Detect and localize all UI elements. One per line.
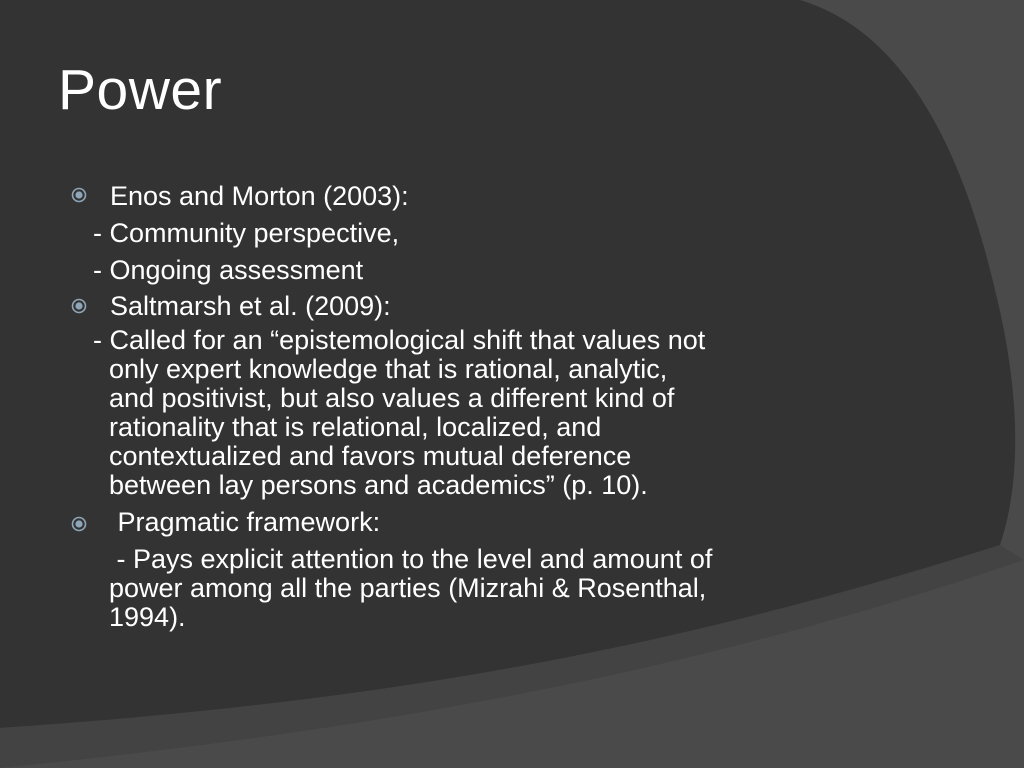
bullet-heading-enos-morton: Enos and Morton (2003): [110, 181, 409, 211]
target-bullet-icon [71, 187, 87, 203]
quote-line: and positivist, but also values a different kind of [109, 383, 675, 413]
bullet-heading-pragmatic-framework: Pragmatic framework: [110, 507, 381, 537]
target-bullet-icon [71, 516, 87, 532]
sub-item-community-perspective: - Community perspective, [93, 218, 400, 248]
quote-line: only expert knowledge that is rational, analytic, [109, 354, 668, 384]
saltmarsh-quote [93, 326, 705, 500]
quote-line: - Called for an “epistemological shift that values not [93, 325, 706, 355]
sub-item-ongoing-assessment: - Ongoing assessment [93, 255, 364, 285]
quote-line: rationality that is relational, localized, and [109, 412, 602, 442]
quote-line: contextualized and favors mutual deference [109, 441, 632, 471]
pragmatic-quote [109, 545, 712, 632]
quote-line: 1994). [109, 602, 186, 632]
quote-line: between lay persons and academics” (p. 10). [109, 470, 648, 500]
quote-line: - Pays explicit attention to the level and amount of [109, 544, 713, 574]
slide-title: Power [58, 58, 223, 122]
bullet-heading-saltmarsh: Saltmarsh et al. (2009): [110, 291, 391, 321]
quote-line: power among all the parties (Mizrahi & Rosenthal, [109, 573, 707, 603]
target-bullet-icon [71, 298, 87, 314]
